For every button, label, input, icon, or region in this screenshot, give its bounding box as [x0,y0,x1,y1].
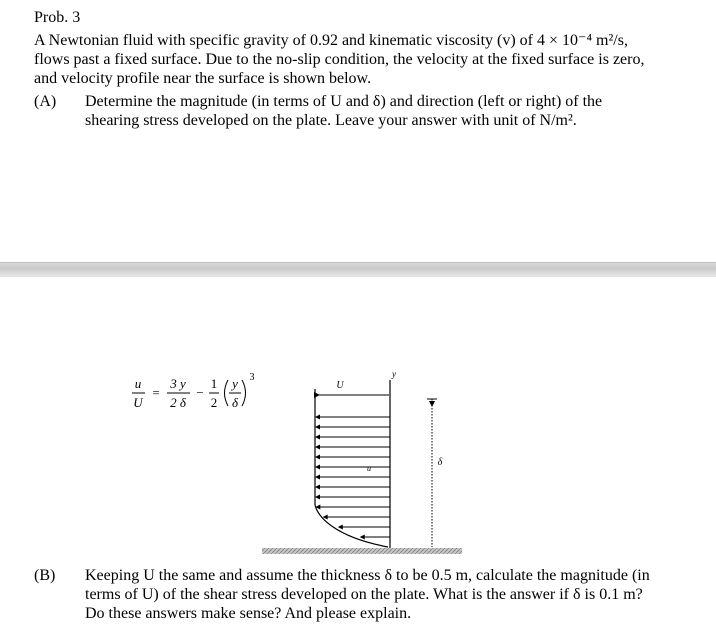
velocity-arrow-head [315,435,320,440]
velocity-arrow-head [315,445,320,450]
eq-term1-denominator: 2 δ [170,395,186,410]
velocity-equation [132,372,255,410]
problem-label: Prob. 3 [34,9,81,26]
part-b-line-2: terms of U) of the shear stress developed on the plate. What is the answer if δ is 0.1 m? [85,586,643,603]
fixed-plate [262,548,462,554]
label-U: U [336,380,344,391]
page-divider [0,262,716,278]
eq-exponent: 3 [249,372,255,383]
velocity-arrows [315,415,390,540]
delta-arrow-head [429,401,435,407]
part-a-line-2: shearing stress developed on the plate. Leave your answer with unit of N/m². [85,112,577,129]
eq-lhs-numerator: u [134,376,142,391]
velocity-arrow-head [338,525,343,530]
velocity-arrow-head [315,415,320,420]
velocity-arrow-head [315,465,320,470]
eq-term2-denominator: 2 [210,395,218,410]
part-b-line-1: Keeping U the same and assume the thickness δ to be 0.5 m, calculate the magnitude (in [85,567,650,584]
velocity-arrow-head [315,455,320,460]
part-a-letter: (A) [34,93,57,110]
page-lower [0,277,716,636]
part-a-line-1: Determine the magnitude (in terms of U and δ) and direction (left or right) of the [85,93,603,110]
velocity-arrow-head [360,535,365,540]
statement-line-2: flows past a fixed surface. Due to the no-slip condition, the velocity at the fixed surface is zero, [34,51,645,68]
eq-paren-numerator: y [232,376,238,391]
velocity-profile-figure [0,277,716,557]
eq-term1-numerator: 3 y [170,376,186,391]
eq-equals: = [152,385,160,400]
page-upper [0,0,716,262]
label-y: y [392,369,396,379]
eq-paren-denominator: δ [231,395,239,410]
part-b-line-3: Do these answers make sense? And please explain. [85,605,412,622]
statement-line-1: A Newtonian fluid with specific gravity of 0.92 and kinematic viscosity (v) of 4 × 10⁻⁴ m²/s, [34,32,628,49]
velocity-arrow-head [315,425,320,430]
eq-term2-numerator: 1 [210,376,218,391]
velocity-arrow-head [315,485,320,490]
velocity-profile-curve [315,505,388,547]
velocity-arrow-head [315,495,320,500]
part-b-letter: (B) [34,567,56,584]
velocity-arrow-head [315,475,320,480]
eq-minus: − [196,385,204,400]
label-delta: δ [437,457,443,468]
label-u: u [367,464,371,473]
statement-line-3: and velocity profile near the surface is shown below. [34,70,372,87]
eq-lhs-denominator: U [133,395,143,410]
